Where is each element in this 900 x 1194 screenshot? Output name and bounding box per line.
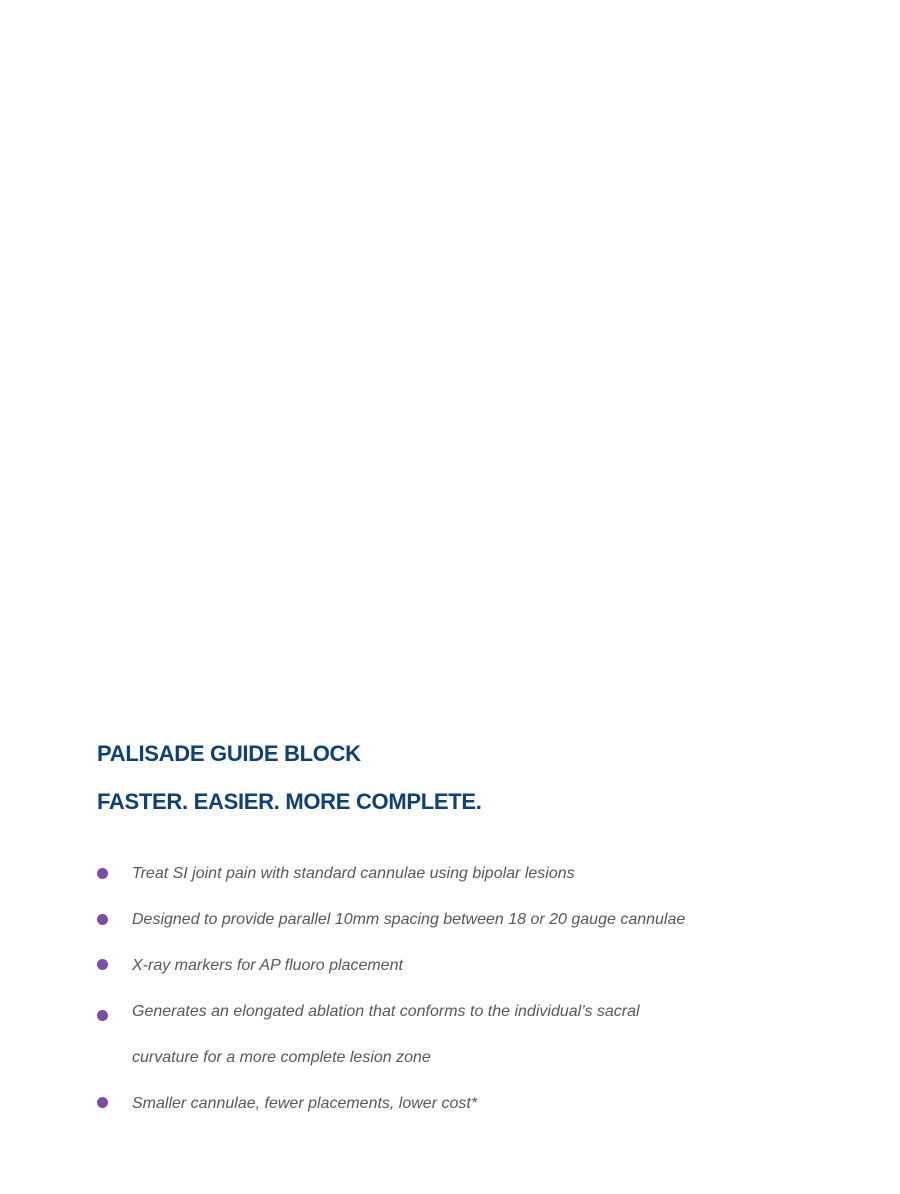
bullet-dot-icon	[97, 1097, 108, 1108]
product-feature-section	[97, 738, 857, 1112]
feature-text: Smaller cannulae, fewer placements, lower cost*	[132, 1095, 478, 1112]
feature-item	[97, 1081, 857, 1127]
bullet-dot-icon	[97, 1010, 108, 1021]
bullet-dot-icon	[97, 868, 108, 879]
feature-text-continued: curvature for a more complete lesion zone	[132, 1049, 431, 1066]
feature-text: X-ray markers for AP fluoro placement	[132, 957, 403, 974]
bullet-dot-icon	[97, 959, 108, 970]
feature-text: Designed to provide parallel 10mm spacing between 18 or 20 gauge cannulae	[132, 911, 686, 928]
feature-item	[97, 851, 857, 897]
feature-text: Treat SI joint pain with standard cannulae using bipolar lesions	[132, 865, 575, 882]
bullet-dot-icon	[97, 914, 108, 925]
feature-item	[97, 989, 857, 1081]
product-title: PALISADE GUIDE BLOCK	[97, 741, 361, 766]
feature-text: Generates an elongated ablation that conforms to the individual’s sacral	[132, 1003, 640, 1020]
tagline: FASTER. EASIER. MORE COMPLETE.	[97, 789, 482, 814]
feature-item	[97, 897, 857, 943]
feature-item	[97, 943, 857, 989]
feature-list	[97, 851, 857, 1127]
